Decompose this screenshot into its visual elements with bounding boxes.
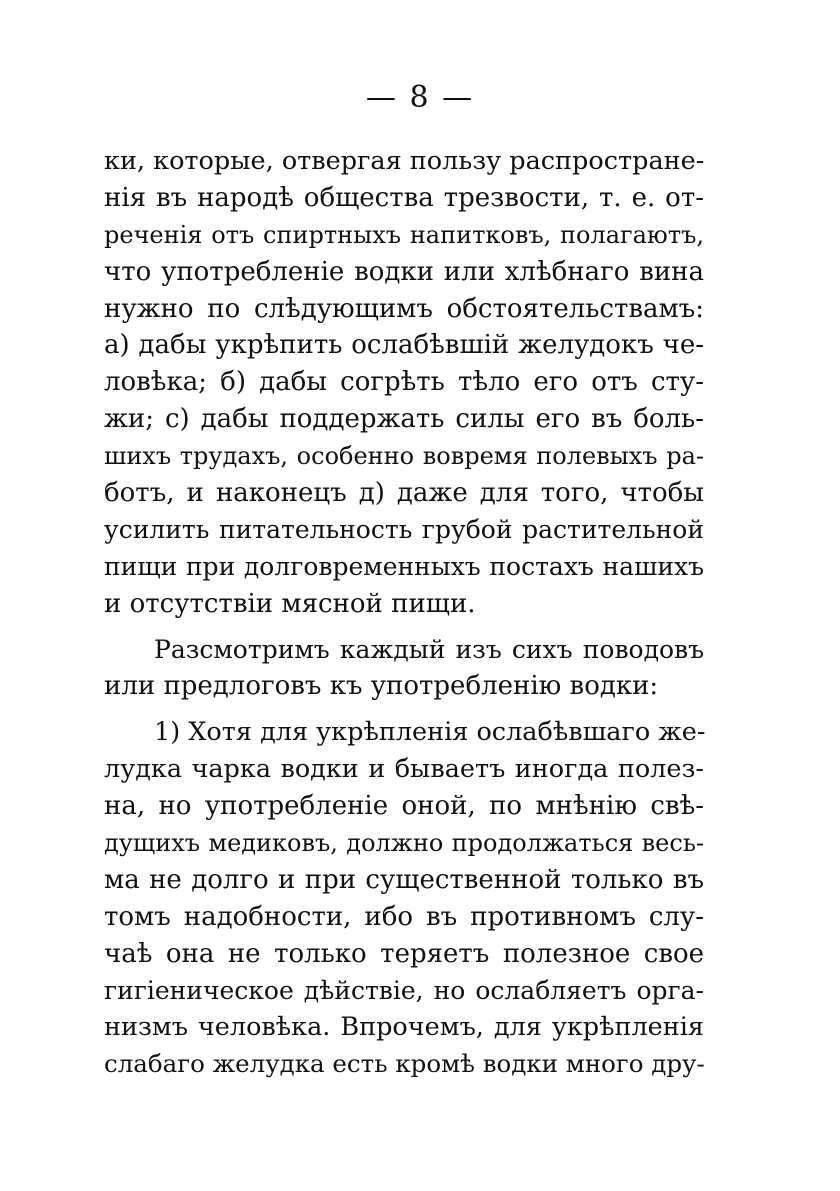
text-line: 1) Хотя для укрѣпленія ослабѣвшаго же-: [154, 717, 706, 748]
text-line: или предлоговъ къ употребленію водки:: [104, 671, 659, 702]
text-line: ки, которые, отвергая пользу распростране-: [104, 146, 705, 176]
text-line: нія въ народѣ общества трезвости, т. е. от-: [104, 182, 704, 213]
paragraph-3: [104, 714, 704, 1083]
text-line: лудка чарка водки и бываетъ иногда полез-: [104, 754, 704, 785]
text-line: шихъ трудахъ, особенно вовремя полевыхъ ра-: [104, 442, 704, 471]
text-line: ботъ, и наконецъ д) даже для того, чтобы: [104, 478, 704, 509]
text-line: жи; с) дабы поддержать силы его въ боль-: [104, 404, 704, 435]
text-line: и отсутствіи мясной пищи.: [104, 588, 476, 619]
text-line: низмъ человѣка. Впрочемъ, для укрѣпленія: [104, 1012, 704, 1043]
text-line: ма не долго и при существенной только въ: [104, 864, 704, 895]
paragraph-gap: [104, 705, 704, 714]
paragraph-1: [104, 143, 704, 623]
text-line: пищи при долговременныхъ постахъ нашихъ: [104, 551, 704, 581]
text-line: реченія отъ спиртныхъ напитковъ, полагаютъ,: [104, 220, 704, 249]
text-line: усилить питательность грубой растительной: [104, 514, 704, 544]
page-number: — 8 —: [365, 80, 475, 115]
paragraph-2: [104, 632, 704, 706]
text-line: а) дабы укрѣпить ослабѣвшій желудокъ че-: [104, 330, 704, 361]
text-line: томъ надобности, ибо въ противномъ слу-: [104, 901, 704, 932]
text-line: на, но употребленіе оной, по мнѣнію свѣ-: [104, 791, 704, 822]
text-line: гигіеническое дѣйствіе, но ослабляетъ орга-: [104, 975, 704, 1005]
text-line: чаѣ она не только теряетъ полезное свое: [104, 938, 704, 969]
text-line: слабаго желудка есть кромѣ водки много дру-: [104, 1049, 705, 1079]
body-text: [104, 143, 704, 1083]
paragraph-gap: [104, 623, 704, 632]
text-line: ловѣка; б) дабы согрѣть тѣло его отъ сту-: [104, 367, 704, 398]
text-line: нужно по слѣдующимъ обстоятельствамъ:: [104, 293, 704, 324]
text-line: что употребленіе водки или хлѣбнаго вина: [104, 256, 704, 287]
text-line: дущихъ медиковъ, должно продолжаться весь-: [104, 829, 704, 858]
text-line: Разсмотримъ каждый изъ сихъ поводовъ: [154, 634, 704, 664]
